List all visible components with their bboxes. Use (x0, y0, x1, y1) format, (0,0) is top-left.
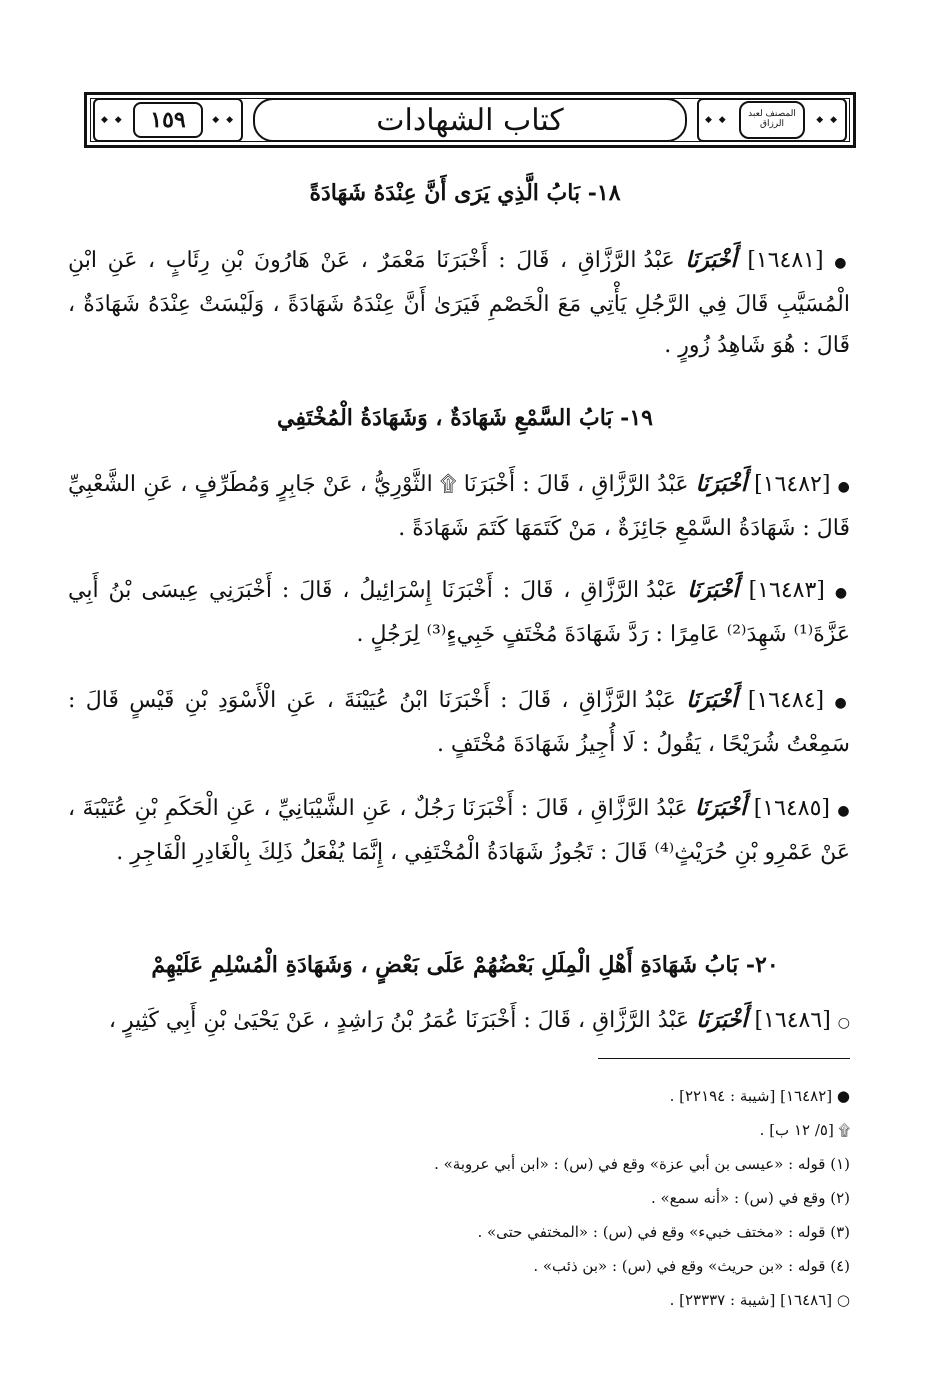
hadith-text: عَبْدُ الرَّزَّاقِ ، قَالَ : أَخْبَرَنَا رَجُلٌ ، عَنِ الشَّيْبَانِيِّ ، عَنِ الْحَكَمِ بْنِ عُتَيْبَةَ ، عَنْ عَمْرِو بْنِ حُرَيْثٍ⁽⁴⁾ قَالَ : تَجُوزُ شَهَادَةُ الْمُخْتَفِي ، إِنَّمَا يُفْعَلُ ذَلِكَ بِالْغَادِرِ الْفَاجِرِ . (68, 796, 850, 865)
hadith-number: [١٦٤٨٦] (754, 1008, 831, 1033)
footnote: (٢) وقع في (س) : «أنه سمع» . (650, 1189, 850, 1207)
header-logo-ornament (697, 98, 847, 142)
section-heading-20: ٢٠- بَابُ شَهَادَةِ أَهْلِ الْمِلَلِ بَعْضُهُمْ عَلَى بَعْضٍ ، وَشَهَادَةِ الْمُسْلِمِ عَلَيْهِمْ (151, 952, 779, 978)
entry-marker: ● (837, 803, 850, 819)
hadith-number: [١٦٤٨١] (747, 248, 824, 273)
akhbarana-word: أَخْبَرَنَا (696, 1007, 748, 1033)
entry-marker: ● (834, 255, 851, 271)
hadith-entry (68, 1000, 850, 1044)
footnote: (١) قوله : «عيسى بن أبي عزة» وقع في (س) : «ابن أبي عروبة» . (434, 1155, 850, 1173)
akhbarana-word: أَخْبَرَنَا (686, 687, 738, 713)
hadith-entry (68, 570, 850, 655)
hadith-number: [١٦٤٨٣] (748, 578, 825, 603)
footnote: (٤) قوله : «بن حريث» وقع في (س) : «بن ذئب» . (533, 1257, 850, 1275)
section-heading-19: ١٩- بَابُ السَّمْعِ شَهَادَةٌ ، وَشَهَادَةُ الْمُخْتَفِي (277, 405, 653, 431)
book-logo: ◆ ◆ المصنف لعبد الرزاق (739, 101, 805, 139)
entry-marker: ● (837, 479, 851, 495)
chapter-title: كتاب الشهادات (253, 98, 687, 142)
hadith-text: عَبْدُ الرَّزَّاقِ ، قَالَ : أَخْبَرَنَا ۩ الثَّوْرِيُّ ، عَنْ جَابِرٍ وَمُطَرِّفٍ ، عَنِ الشَّعْبِيِّ قَالَ : شَهَادَةُ السَّمْعِ جَائِزَةٌ ، مَنْ كَتَمَهَا كَتَمَ شَهَادَةً . (68, 472, 850, 541)
footnote: (٣) قوله : «مختف خبيء» وقع في (س) : «المختفي حتى» . (477, 1223, 850, 1241)
akhbarana-word: أَخْبَرَنَا (695, 471, 747, 497)
hadith-text: عَبْدُ الرَّزَّاقِ ، قَالَ : أَخْبَرَنَا إِسْرَائِيلُ ، قَالَ : أَخْبَرَنِي عِيسَى بْنُ أَبِي عَزَّةَ⁽¹⁾ شَهِدَ⁽²⁾ عَامِرًا : رَدَّ شَهَادَةَ مُخْتَفٍ خَبِيءٍ⁽³⁾ لِرَجُلٍ . (68, 578, 850, 647)
hadith-entry (68, 240, 850, 366)
hadith-text: عَبْدُ الرَّزَّاقِ ، قَالَ : أَخْبَرَنَا عُمَرُ بْنُ رَاشِدٍ ، عَنْ يَحْيَىٰ بْنِ أَبِي كَثِيرٍ ، (108, 1008, 690, 1033)
hadith-entry (68, 680, 850, 765)
hadith-entry (68, 464, 850, 549)
hadith-number: [١٦٤٨٢] (754, 472, 831, 497)
footnote-separator (598, 1058, 850, 1059)
hadith-number: [١٦٤٨٤] (747, 688, 825, 713)
entry-marker: ● (834, 585, 850, 601)
page-number: ◆ ◆ ١٥٩ (133, 102, 203, 138)
footnote: ● [١٦٤٨٢] [شيبة : ٢٢١٩٤] . (669, 1087, 850, 1105)
section-heading-18: ١٨- بَابُ الَّذِي يَرَى أَنَّ عِنْدَهُ شَهَادَةً (309, 180, 621, 206)
akhbarana-word: أَخْبَرَنَا (687, 577, 739, 603)
page-header (84, 92, 856, 148)
akhbarana-word: أَخْبَرَنَا (695, 795, 747, 821)
hadith-number: [١٦٤٨٥] (753, 796, 831, 821)
entry-marker: ● (834, 695, 850, 711)
hadith-entry (68, 788, 850, 873)
hadith-text: عَبْدُ الرَّزَّاقِ ، قَالَ : أَخْبَرَنَا مَعْمَرٌ ، عَنْ هَارُونَ بْنِ رِئَابٍ ، عَنِ ابْنِ الْمُسَيَّبِ قَالَ فِي الرَّجُلِ يَأْتِي مَعَ الْخَصْمِ فَيَرَىٰ أَنَّ عِنْدَهُ شَهَادَةً ، وَلَيْسَتْ عِنْدَهُ شَهَادَةٌ ، قَالَ : هُوَ شَاهِدُ زُورٍ . (68, 248, 850, 358)
entry-marker: ○ (837, 1015, 850, 1031)
hadith-text: عَبْدُ الرَّزَّاقِ ، قَالَ : أَخْبَرَنَا ابْنُ عُيَيْنَةَ ، عَنِ الْأَسْوَدِ بْنِ قَيْسٍ قَالَ : سَمِعْتُ شُرَيْحًا ، يَقُولُ : لَا أُجِيزُ شَهَادَةَ مُخْتَفٍ . (68, 688, 850, 757)
akhbarana-word: أَخْبَرَنَا (685, 247, 737, 273)
footnote: ۩ [٥/ ١٢ ب] . (759, 1121, 850, 1139)
header-page-ornament (93, 98, 243, 142)
footnote: ○ [١٦٤٨٦] [شيبة : ٢٣٣٣٧] . (669, 1291, 850, 1309)
